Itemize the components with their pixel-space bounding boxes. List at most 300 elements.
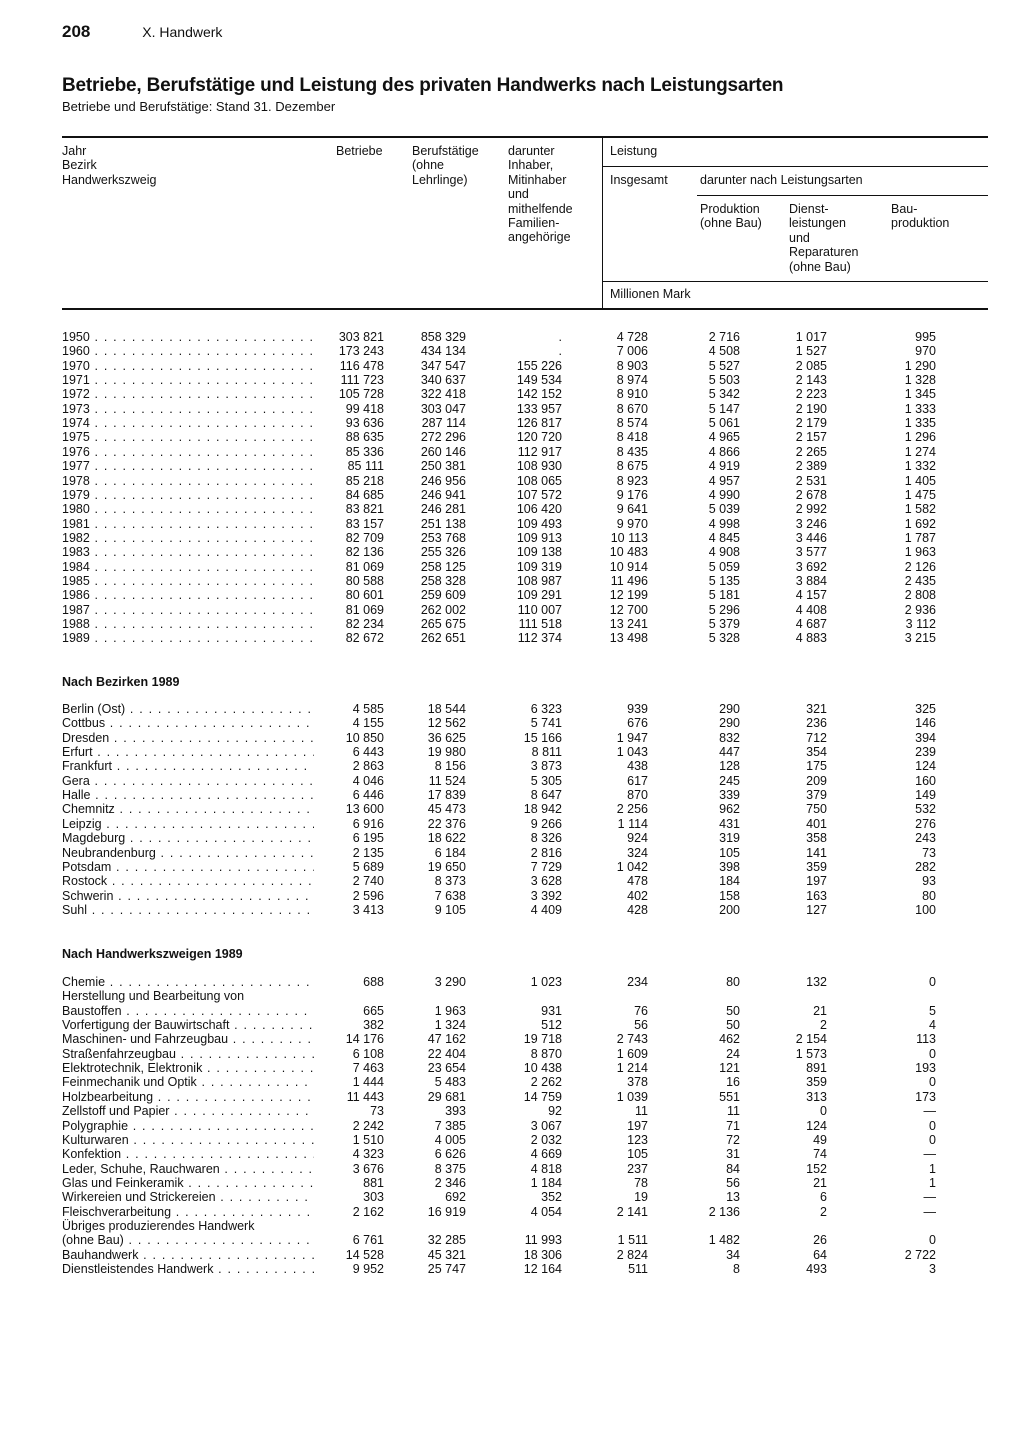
cell-value: 1 511 xyxy=(617,1233,648,1248)
cell-value: 303 821 xyxy=(338,330,384,344)
row-label: Dienstleistendes Handwerk . . . xyxy=(62,1262,314,1276)
cell-value: 1 482 xyxy=(708,1233,740,1248)
table-row xyxy=(62,1032,942,1046)
table-row xyxy=(62,1176,942,1190)
cell-value: 108 987 xyxy=(516,573,562,588)
cell-value: 2 346 xyxy=(434,1175,466,1190)
cell-value: 3 392 xyxy=(530,888,562,903)
cell-value: 750 xyxy=(806,802,827,817)
cell-value: 12 700 xyxy=(609,602,648,617)
cell-value: 11 524 xyxy=(428,773,466,788)
row-label: 1976 . . . xyxy=(62,445,314,459)
cell-value: 26 xyxy=(813,1233,827,1248)
cell-value: 303 047 xyxy=(420,401,466,416)
table-row xyxy=(62,1047,942,1061)
cell-value: 7 463 xyxy=(352,1061,384,1076)
row-label: Glas und Feinkeramik . . . xyxy=(62,1176,314,1190)
row-label: Halle . . . xyxy=(62,788,314,802)
cell-value: 126 817 xyxy=(516,416,562,431)
table-row xyxy=(62,517,942,531)
cell-value: 1 296 xyxy=(904,430,936,445)
table-row xyxy=(62,1133,942,1147)
cell-value: 82 709 xyxy=(345,530,384,545)
cell-value: 9 105 xyxy=(434,902,466,917)
cell-value: 2 863 xyxy=(352,759,384,774)
cell-value: 1 692 xyxy=(904,516,936,531)
cell-value: 2 179 xyxy=(795,416,827,431)
header-produktion-line: Produktion xyxy=(700,202,760,216)
row-label: 1983 . . . xyxy=(62,545,314,559)
cell-value: 995 xyxy=(915,330,936,344)
cell-value: 236 xyxy=(806,716,827,731)
cell-value: 4 998 xyxy=(708,516,740,531)
cell-value: 2 992 xyxy=(795,502,827,517)
cell-value: 16 xyxy=(726,1075,740,1090)
cell-value: 5 135 xyxy=(708,573,740,588)
cell-value: 8 373 xyxy=(434,874,466,889)
cell-value: 109 319 xyxy=(516,559,562,574)
table-row xyxy=(62,1248,942,1262)
cell-value: 108 930 xyxy=(516,459,562,474)
cell-value: 152 xyxy=(806,1161,827,1176)
cell-value: 85 336 xyxy=(345,444,384,459)
row-label: 1989 . . . xyxy=(62,631,314,645)
bezirke-section-title: Nach Bezirken 1989 xyxy=(62,675,180,689)
table-row xyxy=(62,402,942,416)
cell-value: 109 138 xyxy=(516,545,562,560)
cell-value: 6 916 xyxy=(352,816,384,831)
cell-value: 32 285 xyxy=(427,1233,466,1248)
cell-value: 870 xyxy=(627,788,648,803)
row-label: 1973 . . . xyxy=(62,402,314,416)
cell-value: 3 884 xyxy=(795,573,827,588)
row-label: Suhl . . . xyxy=(62,903,314,917)
cell-value: 132 xyxy=(806,975,827,989)
row-label: Leipzig . . . xyxy=(62,817,314,831)
table-row xyxy=(62,1233,942,1247)
cell-value: 478 xyxy=(627,874,648,889)
cell-value: 12 199 xyxy=(609,588,648,603)
cell-value: 4 054 xyxy=(530,1204,562,1219)
cell-value: 8 156 xyxy=(434,759,466,774)
row-label: Neubrandenburg . . . xyxy=(62,846,314,860)
cell-value: 5 181 xyxy=(708,588,740,603)
cell-value: 378 xyxy=(627,1075,648,1090)
cell-value: 0 xyxy=(929,1118,936,1133)
cell-value: 36 625 xyxy=(427,730,466,745)
cell-value: 259 609 xyxy=(420,588,466,603)
cell-value: 5 059 xyxy=(708,559,740,574)
cell-value: 4 687 xyxy=(795,617,827,631)
row-label: Magdeburg . . . xyxy=(62,831,314,845)
header-inhaber-line: und xyxy=(508,187,529,202)
row-label: 1977 . . . xyxy=(62,459,314,473)
cell-value: 8 670 xyxy=(616,401,648,416)
cell-value: 2 740 xyxy=(352,874,384,889)
table-row xyxy=(62,702,942,716)
table-row xyxy=(62,1147,942,1161)
cell-value: 83 821 xyxy=(345,502,384,517)
cell-value: 1 963 xyxy=(434,1003,466,1018)
cell-value: 123 xyxy=(627,1132,648,1147)
cell-value: 128 xyxy=(719,759,740,774)
table-row xyxy=(62,846,942,860)
cell-value: 1 475 xyxy=(904,487,936,502)
header-leistung: Leistung xyxy=(610,144,658,158)
cell-value: 359 xyxy=(806,1075,827,1090)
cell-value: 5 147 xyxy=(708,401,740,416)
cell-value: 290 xyxy=(719,716,740,731)
cell-value: 73 xyxy=(922,845,936,860)
cell-value: 14 528 xyxy=(345,1247,384,1262)
cell-value: 34 xyxy=(726,1247,740,1262)
cell-value: 8 903 xyxy=(616,358,648,373)
cell-value: 262 651 xyxy=(420,631,466,646)
cell-value: 13 241 xyxy=(609,617,648,631)
cell-value: 19 718 xyxy=(523,1032,562,1047)
cell-value: 1 405 xyxy=(904,473,936,488)
header-dienstleistungen xyxy=(789,202,859,274)
table-title: Betriebe, Berufstätige und Leistung des privaten Handwerks nach Leistungsarten xyxy=(62,75,784,96)
cell-value: 0 xyxy=(820,1104,827,1119)
cell-value: 8 435 xyxy=(616,444,648,459)
header-berufstaetige xyxy=(412,144,479,187)
cell-value: 2 531 xyxy=(795,473,827,488)
cell-value: 1 609 xyxy=(616,1046,648,1061)
cell-value: 5 527 xyxy=(708,358,740,373)
cell-value: 197 xyxy=(627,1118,648,1133)
table-row xyxy=(62,1162,942,1176)
row-label: Baustoffen . . . xyxy=(62,1004,314,1018)
cell-value: 1 114 xyxy=(617,816,648,831)
cell-value: 82 672 xyxy=(345,631,384,646)
cell-value: 2 032 xyxy=(530,1132,562,1147)
cell-value: 290 xyxy=(719,702,740,716)
row-label: 1986 . . . xyxy=(62,588,314,602)
cell-value: 321 xyxy=(806,702,827,716)
cell-value: 4 409 xyxy=(530,902,562,917)
cell-value: 8 675 xyxy=(616,459,648,474)
cell-value: 9 266 xyxy=(530,816,562,831)
table-subtitle: Betriebe und Berufstätige: Stand 31. Dezember xyxy=(62,99,336,114)
cell-value: 2 190 xyxy=(795,401,827,416)
cell-value: 287 114 xyxy=(421,416,466,431)
cell-value: 80 601 xyxy=(345,588,384,603)
cell-value: 5 342 xyxy=(708,387,740,402)
cell-value: 82 234 xyxy=(345,617,384,631)
cell-value: 3 246 xyxy=(795,516,827,531)
cell-value: 1 573 xyxy=(795,1046,827,1061)
cell-value: . xyxy=(558,344,562,359)
cell-value: 6 195 xyxy=(352,831,384,846)
cell-value: 3 215 xyxy=(904,631,936,646)
cell-value: 832 xyxy=(719,730,740,745)
row-label: Übriges produzierendes Handwerk xyxy=(62,1218,255,1233)
cell-value: 109 291 xyxy=(516,588,562,603)
cell-value: 10 850 xyxy=(345,730,384,745)
cell-value: 12 562 xyxy=(427,716,466,731)
cell-value: 74 xyxy=(813,1147,827,1162)
cell-value: 15 166 xyxy=(523,730,562,745)
cell-value: — xyxy=(923,1147,936,1162)
cell-value: 160 xyxy=(915,773,936,788)
cell-value: 200 xyxy=(719,902,740,917)
cell-value: 4 957 xyxy=(708,473,740,488)
cell-value: 8 326 xyxy=(530,831,562,846)
cell-value: 124 xyxy=(915,759,936,774)
cell-value: 276 xyxy=(915,816,936,831)
cell-value: 4 585 xyxy=(352,702,384,716)
header-inhaber-line: Inhaber, xyxy=(508,158,554,173)
cell-value: 6 626 xyxy=(434,1147,466,1162)
cell-value: 2 085 xyxy=(795,358,827,373)
cell-value: 81 069 xyxy=(345,559,384,574)
cell-value: 2 223 xyxy=(795,387,827,402)
cell-value: 22 376 xyxy=(427,816,466,831)
cell-value: 4 883 xyxy=(795,631,827,646)
cell-value: 21 xyxy=(813,1003,827,1018)
cell-value: 891 xyxy=(806,1061,827,1076)
header-inhaber-line: angehörige xyxy=(508,230,571,245)
header-insgesamt: Insgesamt xyxy=(610,173,668,187)
row-label: Gera . . . xyxy=(62,774,314,788)
cell-value: 243 xyxy=(915,831,936,846)
table-row xyxy=(62,1104,942,1118)
table-row xyxy=(62,603,942,617)
unit-rule xyxy=(603,281,988,282)
cell-value: 303 xyxy=(363,1190,384,1205)
cell-value: 434 134 xyxy=(420,344,466,359)
cell-value: 0 xyxy=(929,1046,936,1061)
row-label: 1950 . . . xyxy=(62,330,314,344)
header-betriebe: Betriebe xyxy=(336,144,383,158)
cell-value: 8 375 xyxy=(434,1161,466,1176)
cell-value: 858 329 xyxy=(420,330,466,344)
cell-value: 10 914 xyxy=(609,559,648,574)
cell-value: 11 496 xyxy=(610,573,648,588)
cell-value: 4 323 xyxy=(352,1147,384,1162)
header-berufstaetige-line: Berufstätige xyxy=(412,144,479,158)
cell-value: 3 577 xyxy=(795,545,827,560)
row-label: Kulturwaren . . . xyxy=(62,1133,314,1147)
cell-value: 1 947 xyxy=(616,730,648,745)
table-row xyxy=(62,1190,942,1204)
cell-value: 319 xyxy=(719,831,740,846)
cell-value: 398 xyxy=(719,859,740,874)
cell-value: 2 143 xyxy=(795,373,827,388)
cell-value: 9 176 xyxy=(616,487,648,502)
cell-value: 45 473 xyxy=(427,802,466,817)
header-handwerkszweig: Handwerkszweig xyxy=(62,172,157,187)
cell-value: 8 923 xyxy=(616,473,648,488)
cell-value: 100 xyxy=(915,902,936,917)
cell-value: 2 xyxy=(820,1204,827,1219)
cell-value: 676 xyxy=(627,716,648,731)
table-row xyxy=(62,631,942,645)
cell-value: 2 136 xyxy=(708,1204,740,1219)
row-label: Feinmechanik und Optik . . . xyxy=(62,1075,314,1089)
cell-value: 931 xyxy=(541,1003,562,1018)
cell-value: 246 941 xyxy=(420,487,466,502)
cell-value: 3 413 xyxy=(352,902,384,917)
cell-value: 532 xyxy=(915,802,936,817)
cell-value: 45 321 xyxy=(427,1247,466,1262)
cell-value: 11 xyxy=(635,1104,648,1119)
cell-value: 92 xyxy=(548,1104,562,1119)
cell-value: 11 993 xyxy=(524,1233,562,1248)
cell-value: 265 675 xyxy=(420,617,466,631)
cell-value: 382 xyxy=(363,1018,384,1033)
cell-value: 8 811 xyxy=(531,745,562,760)
cell-value: 73 xyxy=(370,1104,384,1119)
cell-value: 11 443 xyxy=(346,1089,384,1104)
cell-value: 14 176 xyxy=(345,1032,384,1047)
row-label: Rostock . . . xyxy=(62,874,314,888)
cell-value: 149 534 xyxy=(516,373,562,388)
header-inhaber-line: darunter xyxy=(508,144,555,158)
cell-value: 111 723 xyxy=(340,373,384,388)
row-label: 1975 . . . xyxy=(62,430,314,444)
cell-value: 2 141 xyxy=(616,1204,648,1219)
cell-value: 2 126 xyxy=(904,559,936,574)
column-divider xyxy=(602,138,603,308)
cell-value: 1 043 xyxy=(616,745,648,760)
cell-value: 2 154 xyxy=(795,1032,827,1047)
chapter-title: X. Handwerk xyxy=(142,24,223,40)
cell-value: 10 113 xyxy=(610,530,648,545)
row-label: 1988 . . . xyxy=(62,617,314,631)
cell-value: 18 942 xyxy=(523,802,562,817)
cell-value: 2 435 xyxy=(904,573,936,588)
cell-value: 18 544 xyxy=(427,702,466,716)
cell-value: 1 290 xyxy=(904,358,936,373)
cell-value: 881 xyxy=(363,1175,384,1190)
table-row xyxy=(62,874,942,888)
cell-value: 8 418 xyxy=(616,430,648,445)
cell-value: 4 728 xyxy=(616,330,648,344)
cell-value: 9 952 xyxy=(352,1262,384,1276)
header-bottom-rule xyxy=(62,308,988,310)
cell-value: 1 017 xyxy=(795,330,827,344)
cell-value: 4 965 xyxy=(708,430,740,445)
cell-value: 16 919 xyxy=(427,1204,466,1219)
cell-value: 93 636 xyxy=(345,416,384,431)
cell-value: 4 818 xyxy=(530,1161,562,1176)
cell-value: 5 689 xyxy=(352,859,384,874)
cell-value: 56 xyxy=(634,1018,648,1033)
cell-value: 149 xyxy=(915,788,936,803)
cell-value: 4 508 xyxy=(708,344,740,359)
cell-value: 3 067 xyxy=(530,1118,562,1133)
cell-value: 10 483 xyxy=(609,545,648,560)
cell-value: — xyxy=(923,1204,936,1219)
cell-value: 8 647 xyxy=(530,788,562,803)
table-row xyxy=(62,560,942,574)
cell-value: 76 xyxy=(634,1003,648,1018)
cell-value: 253 768 xyxy=(420,530,466,545)
cell-value: 21 xyxy=(813,1175,827,1190)
zweige-section-title: Nach Handwerkszweigen 1989 xyxy=(62,947,243,961)
table-row xyxy=(62,745,942,759)
cell-value: 2 678 xyxy=(795,487,827,502)
row-label: 1972 . . . xyxy=(62,387,314,401)
cell-value: 325 xyxy=(915,702,936,716)
cell-value: 184 xyxy=(719,874,740,889)
table-row xyxy=(62,474,942,488)
table-row xyxy=(62,344,942,358)
cell-value: 438 xyxy=(627,759,648,774)
cell-value: 617 xyxy=(627,773,648,788)
table-row xyxy=(62,889,942,903)
row-label: Holzbearbeitung . . . xyxy=(62,1090,314,1104)
cell-value: 313 xyxy=(806,1089,827,1104)
header-bau-line: produktion xyxy=(891,216,950,231)
cell-value: 108 065 xyxy=(516,473,562,488)
cell-value: 665 xyxy=(363,1003,384,1018)
cell-value: 260 146 xyxy=(420,444,466,459)
cell-value: 50 xyxy=(726,1018,740,1033)
header-dienst-line: Reparaturen xyxy=(789,245,859,260)
cell-value: 237 xyxy=(627,1161,648,1176)
cell-value: 393 xyxy=(445,1104,466,1119)
cell-value: 9 970 xyxy=(616,516,648,531)
cell-value: 5 039 xyxy=(708,502,740,517)
cell-value: — xyxy=(923,1104,936,1119)
cell-value: 2 743 xyxy=(616,1032,648,1047)
cell-value: 23 654 xyxy=(427,1061,466,1076)
cell-value: 4 005 xyxy=(434,1132,466,1147)
cell-value: 2 265 xyxy=(795,444,827,459)
cell-value: 133 957 xyxy=(516,401,562,416)
cell-value: 209 xyxy=(806,773,827,788)
cell-value: 81 069 xyxy=(345,602,384,617)
row-label: 1985 . . . xyxy=(62,574,314,588)
row-label: Cottbus . . . xyxy=(62,716,314,730)
cell-value: 3 676 xyxy=(352,1161,384,1176)
row-label: Schwerin . . . xyxy=(62,889,314,903)
row-label: Fleischverarbeitung . . . xyxy=(62,1205,314,1219)
cell-value: 78 xyxy=(634,1175,648,1190)
cell-value: 84 xyxy=(726,1161,740,1176)
cell-value: 9 641 xyxy=(616,502,648,517)
cell-value: 31 xyxy=(726,1147,740,1162)
header-produktion-line: (ohne Bau) xyxy=(700,216,762,231)
cell-value: 121 xyxy=(719,1061,740,1076)
cell-value: 3 628 xyxy=(530,874,562,889)
cell-value: 4 845 xyxy=(708,530,740,545)
cell-value: 6 184 xyxy=(434,845,466,860)
table-row xyxy=(62,588,942,602)
row-label: 1970 . . . xyxy=(62,359,314,373)
cell-value: 4 866 xyxy=(708,444,740,459)
row-label: 1960 . . . xyxy=(62,344,314,358)
cell-value: 105 xyxy=(627,1147,648,1162)
row-label: 1982 . . . xyxy=(62,531,314,545)
cell-value: 99 418 xyxy=(345,401,384,416)
cell-value: 71 xyxy=(726,1118,740,1133)
table-row xyxy=(62,1004,942,1018)
table-row xyxy=(62,359,942,373)
darunter-rule xyxy=(697,195,988,196)
cell-value: 2 389 xyxy=(795,459,827,474)
cell-value: 8 870 xyxy=(530,1046,562,1061)
cell-value: 107 572 xyxy=(516,487,562,502)
table-row xyxy=(62,488,942,502)
cell-value: 234 xyxy=(627,975,648,989)
cell-value: 4 155 xyxy=(352,716,384,731)
cell-value: 282 xyxy=(915,859,936,874)
header-inhaber-line: Mitinhaber xyxy=(508,172,567,187)
